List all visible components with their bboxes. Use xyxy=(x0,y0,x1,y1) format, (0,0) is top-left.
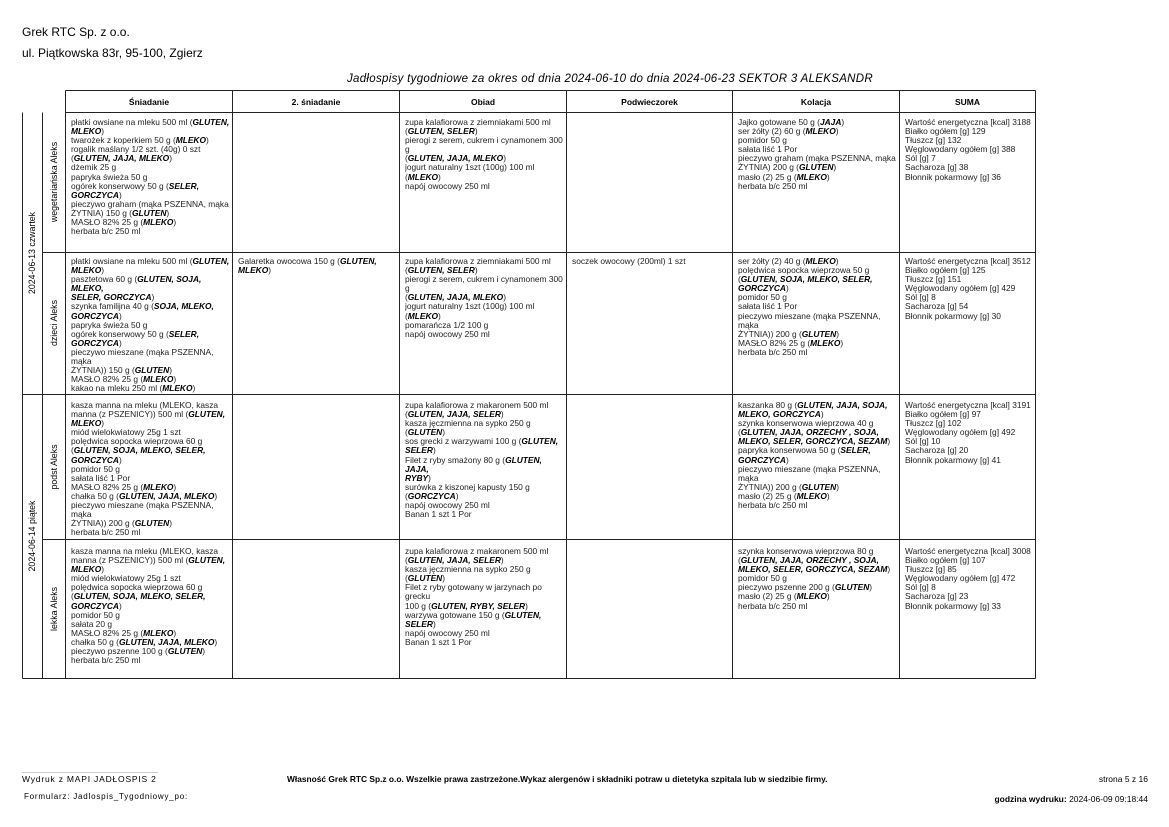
menu-line: Tłuszcz [g] 132 xyxy=(905,135,962,146)
menu-line: Tłuszcz [g] 102 xyxy=(905,418,962,429)
menu-line: sałata liść 1 Por xyxy=(71,472,131,483)
menu-line: (GLUTEN, JAJA, SELER) xyxy=(405,409,504,420)
menu-line: zupa kalafiorowa z ziemniakami 500 ml xyxy=(405,118,551,127)
allergen-text: GLUTEN, JAJA, MLEKO xyxy=(407,292,504,303)
menu-line: RYBY) xyxy=(405,472,431,483)
allergen-text: SELER xyxy=(405,618,433,629)
menu-line: GORCZYCA) xyxy=(71,310,122,321)
menu-line: płatki owsiane na mleku 500 ml (GLUTEN, xyxy=(71,257,230,266)
menu-line: (GLUTEN, SELER) xyxy=(405,265,478,276)
menu-line: herbata b/c 250 ml xyxy=(71,226,141,237)
nutrition-summary-cell xyxy=(905,257,1034,394)
company-name: Grek RTC Sp. z o.o. xyxy=(22,25,130,39)
menu-line: kakao na mleku 250 ml (MLEKO) xyxy=(71,383,196,394)
menu-line: Sól [g] 10 xyxy=(905,436,941,447)
menu-line: papryka konserwowa 50 g (SELER, xyxy=(738,445,871,456)
allergen-text: GLUTEN, SOJA, MLEKO, SELER, xyxy=(740,274,873,285)
allergen-text: MLEKO, SELER, GORCZYCA, SEZAM xyxy=(738,564,888,575)
menu-line: pieczywo pszenne 100 g (GLUTEN) xyxy=(71,646,206,657)
menu-line: ŻYTNIA)) 200 g (GLUTEN) xyxy=(71,518,172,529)
col-header-supper: Kolacja xyxy=(800,97,832,107)
nutrition-summary-cell xyxy=(905,401,1034,539)
menu-line: Białko ogółem [g] 97 xyxy=(905,409,981,420)
meal-cell-afternoon-snack xyxy=(572,118,731,252)
menu-line: (GLUTEN, JAJA, ORZECHY , SOJA, xyxy=(738,555,879,566)
date-label-2024-06-13: 2024-06-13 czwartek xyxy=(27,211,37,295)
allergen-text: GLUTEN, SELER xyxy=(407,265,475,276)
menu-line: szynka familijna 40 g (SOJA, MLEKO, xyxy=(71,301,214,312)
allergen-text: GLUTEN, SELER xyxy=(407,126,475,137)
allergen-text: GLUTEN xyxy=(801,328,837,339)
col-header-breakfast: Śniadanie xyxy=(128,97,170,107)
menu-line: ser żółty (2) 60 g (MLEKO) xyxy=(738,126,839,137)
menu-line: GORCZYCA) xyxy=(71,454,122,465)
allergen-text: GLUTEN, xyxy=(521,436,559,447)
meal-cell-lunch xyxy=(405,547,565,678)
menu-line: herbata b/c 250 ml xyxy=(71,527,141,538)
menu-line: herbata b/c 250 ml xyxy=(71,655,141,666)
allergen-text: GORCZYCA xyxy=(71,310,119,321)
menu-line: dżemik 25 g xyxy=(71,162,117,173)
menu-line: GORCZYCA) xyxy=(738,283,789,294)
menu-line: polędwica sopocka wieprzowa 50 g xyxy=(738,265,870,276)
allergen-text: JAJA xyxy=(819,118,842,127)
menu-line: (GLUTEN, JAJA, MLEKO) xyxy=(405,292,506,303)
menu-line: masło (2) 25 g (MLEKO) xyxy=(738,171,830,182)
allergen-text: GLUTEN xyxy=(131,207,167,218)
allergen-text: MLEKO xyxy=(796,490,827,501)
menu-line: MLEKO, SELER, GORCZYCA, SEZAM) xyxy=(738,564,891,575)
meal-cell-lunch xyxy=(405,118,565,252)
menu-line: (GORCZYCA) xyxy=(405,490,459,501)
menu-line: Wartość energetyczna [kcal] 3188 xyxy=(905,118,1031,127)
allergen-text: GLUTEN xyxy=(167,646,203,657)
menu-line: (GLUTEN, SOJA, MLEKO, SELER, xyxy=(71,591,206,602)
menu-line: ogórek konserwowy 50 g (SELER, xyxy=(71,328,200,339)
company-address: ul. Piątkowska 83r, 95-100, Zgierz xyxy=(22,46,203,60)
menu-line: Jajko gotowane 50 g (JAJA) xyxy=(738,118,845,127)
menu-line: pomarańcza 1/2 100 g xyxy=(405,319,489,330)
menu-line: (GLUTEN) xyxy=(405,427,446,438)
menu-line: pomidor 50 g xyxy=(71,609,120,620)
menu-line: sos grecki z warzywami 100 g (GLUTEN, xyxy=(405,436,559,447)
nutrition-summary-cell xyxy=(905,118,1034,252)
menu-line: sałata liść 1 Por xyxy=(738,301,798,312)
menu-line: Sacharoza [g] 38 xyxy=(905,162,969,173)
allergen-text: MLEKO xyxy=(71,265,102,276)
menu-line: ŻYTNIA) 200 g (GLUTEN) xyxy=(738,162,837,173)
allergen-text: MLEKO xyxy=(238,265,269,276)
menu-line: napój owocowy 250 ml xyxy=(405,627,490,638)
menu-line: SELER) xyxy=(405,445,436,456)
menu-line: Wartość energetyczna [kcal] 3191 xyxy=(905,401,1031,410)
col-header-afternoon-snack: Podwieczorek xyxy=(621,97,678,107)
menu-line: Błonnik pokarmowy [g] 30 xyxy=(905,310,1001,321)
allergen-text: MLEKO xyxy=(805,257,836,266)
menu-line: napój owocowy 250 ml xyxy=(405,180,490,191)
menu-line: polędwica sopocka wieprzowa 60 g xyxy=(71,582,203,593)
menu-line: Banan 1 szt 1 Por xyxy=(405,636,472,647)
menu-line: kasza jęczmienna na sypko 250 g xyxy=(405,564,531,575)
menu-line: Sacharoza [g] 20 xyxy=(905,445,969,456)
menu-line: pieczywo graham (mąka PSZENNA, mąka xyxy=(71,198,229,209)
menu-line: napój owocowy 250 ml xyxy=(405,328,490,339)
menu-line: Białko ogółem [g] 129 xyxy=(905,126,986,137)
menu-line: (GLUTEN) xyxy=(405,573,446,584)
allergen-text: GORCZYCA xyxy=(71,337,119,348)
menu-line: MASŁO 82% 25 g (MLEKO) xyxy=(71,217,177,228)
meal-cell-breakfast xyxy=(71,118,231,252)
meal-cell-second-breakfast xyxy=(238,401,398,539)
menu-line: miód wielokwiatowy 25g 1 szt xyxy=(71,427,181,438)
menu-line: Wartość energetyczna [kcal] 3008 xyxy=(905,547,1031,556)
menu-line: GORCZYCA) xyxy=(71,189,122,200)
allergen-text: MLEKO xyxy=(143,481,174,492)
allergen-text: MLEKO xyxy=(407,171,439,182)
allergen-text: GLUTEN, SOJA, MLEKO, SELER, xyxy=(73,591,206,602)
footer-printout: Wydruk z MAPI JADŁOSPIS 2 xyxy=(22,774,157,784)
menu-line: Sól [g] 8 xyxy=(905,292,936,303)
col-header-sum: SUMA xyxy=(954,97,981,107)
meal-cell-afternoon-snack xyxy=(572,401,731,539)
menu-line: pierogi z serem, cukrem i cynamonem 300 g xyxy=(405,135,563,155)
meal-cell-lunch xyxy=(405,257,565,394)
menu-line: pieczywo mieszane (mąka PSZENNA, mąka xyxy=(71,346,214,367)
diet-label: lekka Aleks xyxy=(49,586,59,632)
allergen-text: SELER xyxy=(405,445,433,456)
menu-line: MLEKO) xyxy=(238,265,272,276)
menu-line: ŻYTNIA)) 200 g (GLUTEN) xyxy=(738,328,839,339)
allergen-text: GLUTEN xyxy=(407,427,443,438)
menu-line: pieczywo pszenne 200 g (GLUTEN) xyxy=(738,582,873,593)
allergen-text: GLUTEN, xyxy=(192,257,230,266)
menu-line: manna (z PSZENICY)) 500 ml (GLUTEN, xyxy=(71,409,226,420)
menu-line: pierogi z serem, cukrem i cynamonem 300 g xyxy=(405,274,563,294)
allergen-text: GLUTEN xyxy=(134,518,170,529)
allergen-text: GLUTEN, xyxy=(339,257,377,266)
menu-line: (GLUTEN, SELER) xyxy=(405,126,478,137)
meal-cell-breakfast xyxy=(71,547,231,678)
allergen-text: MLEKO xyxy=(143,217,174,228)
allergen-text: GORCZYCA xyxy=(71,600,119,611)
allergen-text: MLEKO xyxy=(805,126,836,137)
allergen-text: SOJA, MLEKO, xyxy=(153,301,214,312)
footer-print-time-label: godzina wydruku: xyxy=(994,794,1067,804)
allergen-text: GLUTEN, xyxy=(192,118,230,127)
menu-line: Sacharoza [g] 54 xyxy=(905,301,969,312)
menu-line: Wartość energetyczna [kcal] 3512 xyxy=(905,257,1031,266)
meal-cell-second-breakfast xyxy=(238,547,398,678)
menu-line: twarożek z koperkiem 50 g (MLEKO) xyxy=(71,135,209,146)
menu-line: pieczywo mieszane (mąka PSZENNA, mąka xyxy=(738,310,881,330)
allergen-text: GLUTEN, JAJA, xyxy=(405,454,542,474)
menu-line: MASŁO 82% 25 g (MLEKO) xyxy=(71,374,177,385)
footer-form-name: Formularz: Jadlospis_Tygodniowy_po: xyxy=(24,792,189,801)
diet-label: wegetariańska Aleks xyxy=(49,141,59,223)
menu-line: herbata b/c 250 ml xyxy=(738,600,808,611)
menu-line: MASŁO 82% 25 g (MLEKO) xyxy=(71,627,177,638)
menu-line: herbata b/c 250 ml xyxy=(738,500,808,511)
menu-line: surówka z kiszonej kapusty 150 g xyxy=(405,481,530,492)
allergen-text: GLUTEN, JAJA, MLEKO xyxy=(73,153,170,164)
allergen-text: GORCZYCA xyxy=(738,283,786,294)
allergen-text: GLUTEN, SOJA, MLEKO, xyxy=(71,274,202,294)
menu-line: (MLEKO) xyxy=(405,171,441,182)
diet-label: dzieci Aleks xyxy=(49,300,59,346)
footer-ownership-note: Własność Grek RTC Sp.z o.o. Wszelkie prawa zastrzeżone.Wykaz alergenów i składniki potraw u dietetyka szpitala lub w siedzibie firmy. xyxy=(287,774,828,784)
allergen-text: MLEKO xyxy=(796,171,827,182)
allergen-text: GLUTEN, JAJA, MLEKO xyxy=(407,153,504,164)
menu-line: Filet z ryby smażony 80 g (GLUTEN, JAJA, xyxy=(405,454,542,474)
menu-line: Białko ogółem [g] 107 xyxy=(905,555,986,566)
allergen-text: RYBY xyxy=(405,472,429,483)
meal-cell-second-breakfast xyxy=(238,118,398,252)
menu-line: SELER) xyxy=(405,618,436,629)
menu-line: ser żółty (2) 40 g (MLEKO) xyxy=(738,257,839,266)
col-header-second-breakfast: 2. śniadanie xyxy=(291,97,341,107)
menu-line: pieczywo mieszane (mąka PSZENNA, mąka xyxy=(71,500,214,520)
meal-cell-supper xyxy=(738,118,898,252)
menu-line: kasza manna na mleku (MLEKO, kasza xyxy=(71,547,219,556)
meal-cell-afternoon-snack xyxy=(572,547,731,678)
allergen-text: GLUTEN, JAJA, ORZECHY , SOJA, xyxy=(740,427,879,438)
menu-line: GORCZYCA) xyxy=(738,454,789,465)
allergen-text: GLUTEN xyxy=(134,365,170,376)
col-header-lunch: Obiad xyxy=(470,97,496,107)
menu-line: pieczywo mieszane (mąka PSZENNA, mąka xyxy=(738,463,881,483)
allergen-text: GLUTEN, JAJA, MLEKO xyxy=(118,490,215,501)
menu-line: jogurt naturalny 1szt (100g) 100 ml xyxy=(405,162,535,173)
menu-line: zupa kalafiorowa z makaronem 500 ml xyxy=(405,547,549,556)
menu-line: sałata liść 1 Por xyxy=(738,144,798,155)
menu-line: Sól [g] 8 xyxy=(905,582,936,593)
menu-line: pomidor 50 g xyxy=(738,292,787,303)
allergen-text: GLUTEN xyxy=(798,162,834,173)
menu-line: szynka konserwowa wieprzowa 80 g xyxy=(738,547,874,556)
menu-line: rogalik maślany 1/2 szt. (40g) 0 szt xyxy=(71,144,201,155)
menu-line: MLEKO, GORCZYCA) xyxy=(738,409,824,420)
menu-line: pomidor 50 g xyxy=(738,135,787,146)
allergen-text: GLUTEN, xyxy=(188,409,226,420)
menu-line: (GLUTEN, JAJA, SELER) xyxy=(405,555,504,566)
menu-line: Błonnik pokarmowy [g] 41 xyxy=(905,454,1001,465)
allergen-text: MLEKO xyxy=(71,418,102,429)
menu-line: MASŁO 82% 25 g (MLEKO) xyxy=(738,337,844,348)
allergen-text xyxy=(71,392,199,394)
meal-cell-breakfast xyxy=(71,401,231,539)
allergen-text: MLEKO xyxy=(71,564,102,575)
allergen-text: GLUTEN, xyxy=(504,609,542,620)
menu-line: MLEKO) xyxy=(71,265,105,276)
menu-line: Banan 1 szt 1 Por xyxy=(405,509,472,520)
menu-line: Tłuszcz [g] 85 xyxy=(905,564,957,575)
allergen-text: GLUTEN xyxy=(801,481,837,492)
menu-line: pomidor 50 g xyxy=(738,573,787,584)
allergen-text: SELER, xyxy=(168,328,200,339)
allergen-text: GLUTEN, JAJA, SELER xyxy=(407,555,501,566)
menu-line: ŻYTNIA)) 150 g (GLUTEN) xyxy=(71,365,172,376)
menu-line: Sacharoza [g] 23 xyxy=(905,591,969,602)
menu-line: GORCZYCA) xyxy=(71,337,122,348)
menu-line: papryka świeża 50 g xyxy=(71,319,148,330)
menu-line: masło (2) 25 g (MLEKO) xyxy=(738,490,830,501)
menu-line: napój owocowy 250 ml xyxy=(405,500,490,511)
menu-line: Węglowodany ogółem [g] 472 xyxy=(905,573,1016,584)
date-label-2024-06-14: 2024-06-14 piątek xyxy=(27,500,37,572)
menu-line: masło (2) 25 g (MLEKO) xyxy=(738,591,830,602)
menu-line: Tłuszcz [g] 151 xyxy=(905,274,962,285)
menu-line: pomidor 50 g xyxy=(71,463,120,474)
menu-line: (GLUTEN, JAJA, ORZECHY , SOJA, xyxy=(738,427,879,438)
menu-line: ogórek konserwowy 50 g (SELER, xyxy=(71,180,200,191)
menu-line: (GLUTEN, JAJA, MLEKO) xyxy=(71,153,172,164)
menu-line: MLEKO) xyxy=(71,564,105,575)
footer-page-number: strona 5 z 16 xyxy=(1098,774,1148,784)
allergen-text: MLEKO xyxy=(796,591,827,602)
page-title: Jadłospisy tygodniowe za okres od dnia 2024-06-10 do dnia 2024-06-23 SEKTOR 3 ALEKSANDR xyxy=(346,73,873,85)
menu-line: zupa kalafiorowa z makaronem 500 ml xyxy=(405,401,549,410)
menu-line: pieczywo graham (mąka PSZENNA, mąka xyxy=(738,153,896,164)
menu-line: (GLUTEN, SOJA, MLEKO, SELER, xyxy=(738,274,873,285)
allergen-text: GLUTEN, JAJA, ORZECHY , SOJA, xyxy=(740,555,879,566)
allergen-text: MLEKO xyxy=(175,135,206,146)
allergen-text: MLEKO, GORCZYCA xyxy=(738,409,821,420)
allergen-text: MLEKO, SELER, GORCZYCA, SEZAM xyxy=(738,436,888,447)
allergen-text: GLUTEN, JAJA, SOJA, xyxy=(797,401,888,410)
footer-print-time-value: 2024-06-09 09:18:44 xyxy=(1069,794,1148,804)
menu-line: polędwica sopocka wieprzowa 60 g xyxy=(71,436,203,447)
menu-line: Filet z ryby gotowany w jarzynach po grecku xyxy=(405,582,542,602)
menu-line: manna (z PSZENICY)) 500 ml (GLUTEN, xyxy=(71,555,226,566)
menu-line: papryka świeża 50 g xyxy=(71,171,148,182)
menu-line: Białko ogółem [g] 125 xyxy=(905,265,986,276)
menu-line: zupa kalafiorowa z ziemniakami 500 ml xyxy=(405,257,551,266)
menu-line: MLEKO, SELER, GORCZYCA, SEZAM) xyxy=(738,436,891,447)
menu-line: MLEKO) xyxy=(71,126,105,137)
allergen-text: MLEKO xyxy=(162,383,193,394)
menu-line: ŻYTNIA)) 200 g (GLUTEN) xyxy=(738,481,839,492)
allergen-text: GLUTEN, JAJA, SELER xyxy=(407,409,501,420)
menu-line: soczek owocowy (200ml) 1 szt xyxy=(572,257,686,266)
allergen-text: MLEKO xyxy=(810,337,841,348)
menu-line: ŻYTNIA) 150 g (GLUTEN) xyxy=(71,207,170,218)
menu-line: Węglowodany ogółem [g] 492 xyxy=(905,427,1016,438)
allergen-text: GLUTEN xyxy=(834,582,870,593)
menu-line: Sól [g] 7 xyxy=(905,153,936,164)
meal-cell-supper xyxy=(738,547,898,678)
menu-line: SELER, GORCZYCA) xyxy=(71,292,155,303)
menu-line: chałka 50 g (GLUTEN, JAJA, MLEKO) xyxy=(71,490,218,501)
allergen-text: MLEKO xyxy=(407,310,439,321)
allergen-text: SELER, xyxy=(840,445,871,456)
meal-cell-afternoon-snack xyxy=(572,257,731,394)
menu-line: kasza jęczmienna na sypko 250 g xyxy=(405,418,531,429)
menu-line: MLEKO) xyxy=(71,418,105,429)
meal-cell-breakfast xyxy=(71,257,231,394)
menu-line: kasza manna na mleku (MLEKO, kasza xyxy=(71,401,219,410)
meal-cell-second-breakfast xyxy=(238,257,398,394)
meal-cell-supper xyxy=(738,401,898,539)
allergen-text: GLUTEN xyxy=(407,573,443,584)
menu-line: warzywa gotowane 150 g (GLUTEN, xyxy=(405,609,542,620)
nutrition-summary-cell xyxy=(905,547,1034,678)
allergen-text: MLEKO xyxy=(71,126,102,137)
meal-cell-lunch xyxy=(405,401,565,539)
menu-line: (GLUTEN, JAJA, MLEKO) xyxy=(405,153,506,164)
allergen-text: GORCZYCA xyxy=(71,454,119,465)
menu-line: pasztetowa 60 g (GLUTEN, SOJA, MLEKO, xyxy=(71,274,202,294)
menu-line: (MLEKO) xyxy=(405,310,441,321)
menu-line: Węglowodany ogółem [g] 429 xyxy=(905,283,1016,294)
allergen-text: GORCZYCA xyxy=(71,189,119,200)
allergen-text: MLEKO xyxy=(143,374,174,385)
menu-line: miód wielokwiatowy 25g 1 szt xyxy=(71,573,181,584)
allergen-text: GLUTEN, JAJA, MLEKO xyxy=(118,636,215,647)
menu-line: chałka 50 g (GLUTEN, JAJA, MLEKO) xyxy=(71,636,218,647)
menu-line: Galaretka owocowa 150 g (GLUTEN, xyxy=(238,257,377,266)
allergen-text: GLUTEN, xyxy=(188,555,226,566)
menu-line: GORCZYCA) xyxy=(71,600,122,611)
meal-cell-supper xyxy=(738,257,898,394)
allergen-text: GLUTEN, SOJA, MLEKO, SELER, xyxy=(73,445,206,456)
menu-line: szynka konserwowa wieprzowa 40 g xyxy=(738,418,874,429)
menu-line: Błonnik pokarmowy [g] 33 xyxy=(905,600,1001,611)
allergen-text: SELER, GORCZYCA xyxy=(71,292,152,303)
diet-label: podst Aleks xyxy=(49,444,59,490)
menu-line: Błonnik pokarmowy [g] 36 xyxy=(905,171,1001,182)
allergen-text: GORCZYCA xyxy=(407,490,456,501)
menu-line: MASŁO 82% 25 g (MLEKO) xyxy=(71,481,177,492)
menu-line: (GLUTEN, SOJA, MLEKO, SELER, xyxy=(71,445,206,456)
menu-line: 100 g (GLUTEN, RYBY, SELER) xyxy=(405,600,528,611)
menu-line: sałata 20 g xyxy=(71,618,112,629)
allergen-text: GLUTEN, RYBY, SELER xyxy=(431,600,526,611)
menu-line: herbata b/c 250 ml xyxy=(738,346,808,357)
allergen-text: MLEKO xyxy=(143,627,174,638)
menu-line: Węglowodany ogółem [g] 388 xyxy=(905,144,1016,155)
menu-line: kaszanka 80 g (GLUTEN, JAJA, SOJA, xyxy=(738,401,888,410)
allergen-text: SELER, xyxy=(168,180,200,191)
allergen-text: GORCZYCA xyxy=(738,454,786,465)
menu-line xyxy=(71,393,231,394)
menu-line: jogurt naturalny 1szt (100g) 100 ml xyxy=(405,301,535,312)
menu-line: płatki owsiane na mleku 500 ml (GLUTEN, xyxy=(71,118,230,127)
menu-line: herbata b/c 250 ml xyxy=(738,180,808,191)
